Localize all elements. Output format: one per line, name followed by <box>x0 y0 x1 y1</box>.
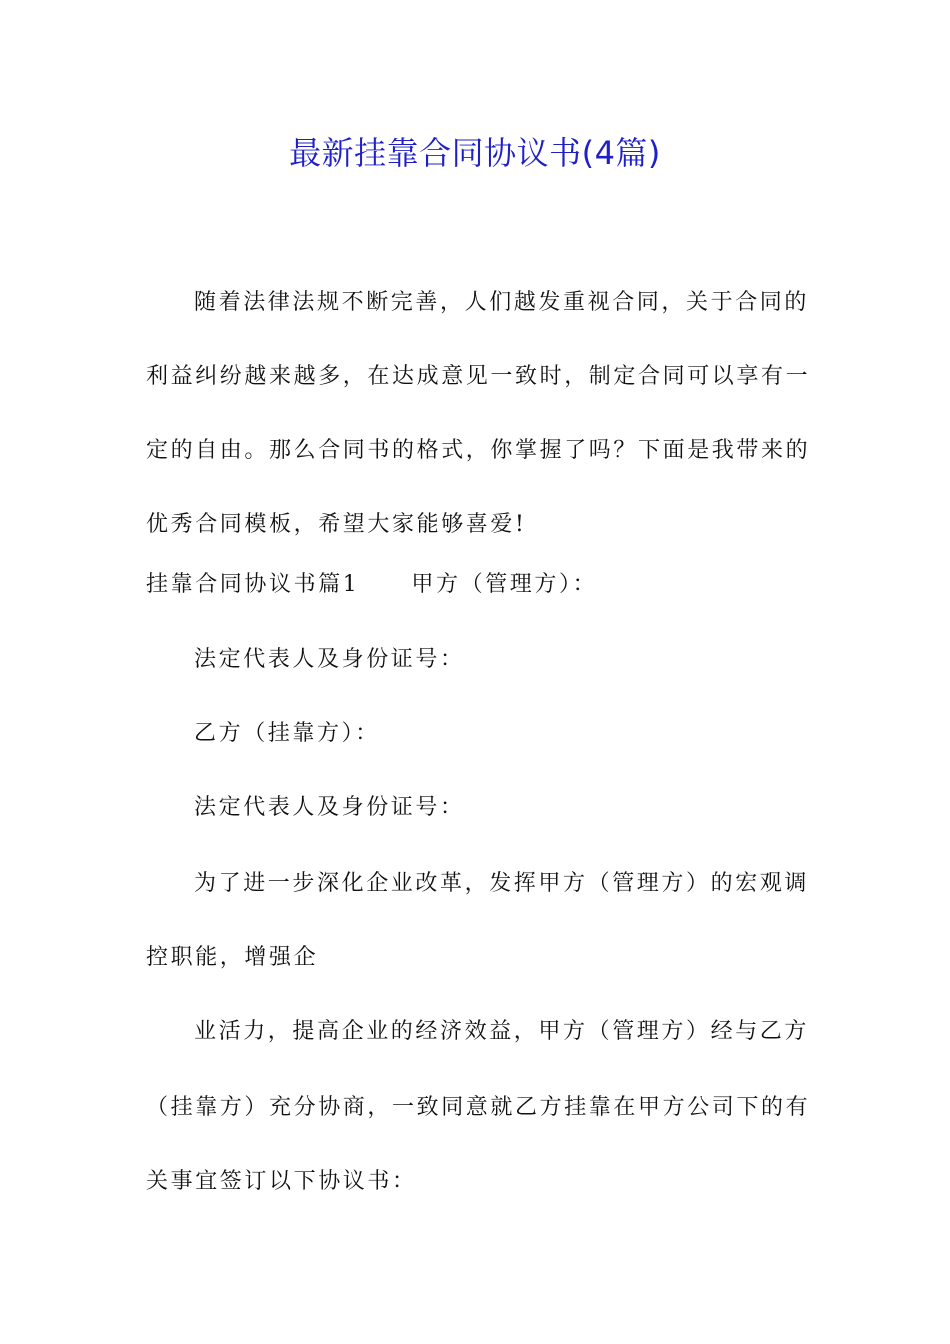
party-b-label: 乙方（挂靠方）： <box>194 721 380 746</box>
intro-paragraph <box>146 266 811 562</box>
section-heading-row <box>146 565 597 605</box>
document-title: 最新挂靠合同协议书(4篇) <box>289 134 661 172</box>
paragraph-line: 关事宜签订以下协议书： <box>146 1169 417 1194</box>
party-a-label: 甲方（管理方）： <box>411 572 598 597</box>
paragraph-line: 控职能，增强企 <box>146 945 319 970</box>
intro-line: 定的自由。那么合同书的格式，你掌握了吗？下面是我带来的 <box>146 438 811 463</box>
paragraph-line: 业活力，提高企业的经济效益，甲方（管理方）经与乙方 <box>194 1019 810 1044</box>
intro-line: 利益纠纷越来越多，在达成意见一致时，制定合同可以享有一 <box>146 364 811 389</box>
party-b-representative: 法定代表人及身份证号： <box>194 795 465 820</box>
paragraph-line: （挂靠方）充分协商，一致同意就乙方挂靠在甲方公司下的有 <box>146 1095 811 1120</box>
intro-line: 随着法律法规不断完善，人们越发重视合同，关于合同的 <box>194 290 810 315</box>
paragraph-line: 为了进一步深化企业改革，发挥甲方（管理方）的宏观调 <box>194 871 810 896</box>
party-a-representative: 法定代表人及身份证号： <box>194 647 465 672</box>
intro-line: 优秀合同模板，希望大家能够喜爱! <box>146 512 527 537</box>
section-heading: 挂靠合同协议书篇1 <box>146 572 360 597</box>
